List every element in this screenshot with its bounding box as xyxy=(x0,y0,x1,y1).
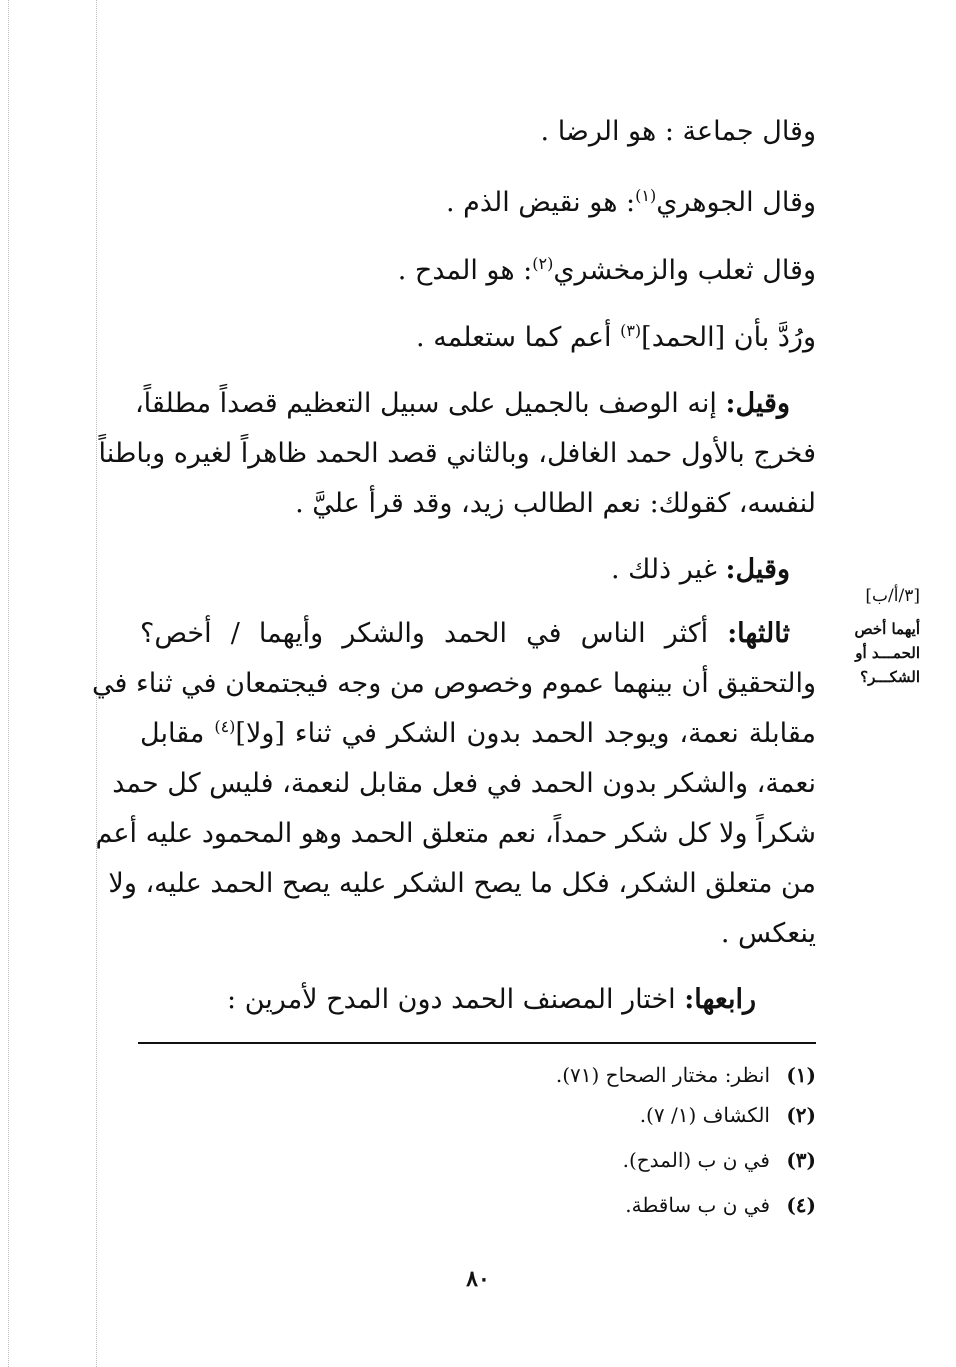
footnote-text: في ن ب (المدح). xyxy=(622,1148,770,1172)
footnote-separator xyxy=(138,1042,816,1044)
body-line xyxy=(140,980,816,1020)
body-line xyxy=(95,814,816,854)
footnote-marker: (٤) xyxy=(214,717,236,736)
line-text: والتحقيق أن بينهما عموم وخصوص من وجه فيجتمعان في ثناء في xyxy=(92,668,816,699)
body-line xyxy=(98,434,816,474)
body-line xyxy=(140,112,816,152)
footnote-marker: (١) xyxy=(635,186,657,205)
line-text: نعمة، والشكر بدون الحمد في فعل مقابل لنعمة، فليس كل حمد xyxy=(112,768,816,799)
lead-word: رابعها: xyxy=(684,984,756,1015)
footnote-marker: (٢) xyxy=(532,254,554,273)
line-text: وقال الجوهري xyxy=(656,187,816,218)
body-line xyxy=(140,318,816,358)
scan-edge-dots xyxy=(8,0,9,1367)
line-text: : هو المدح . xyxy=(397,255,533,286)
footnote xyxy=(640,1100,816,1130)
line-text: فخرج بالأول حمد الغافل، وبالثاني قصد الحمد ظاهراً لغيره وباطناً xyxy=(98,438,816,469)
line-text: شكراً ولا كل شكر حمداً، نعم متعلق الحمد وهو المحمود عليه أعم xyxy=(95,818,816,849)
body-line xyxy=(92,664,816,704)
margin-heading-line: الحمـــد أو xyxy=(855,644,920,662)
footnote-number: (٢) xyxy=(786,1103,816,1127)
line-text: ورُدَّ بأن [الحمد] xyxy=(641,322,816,353)
body-line xyxy=(140,714,816,754)
line-text: وقال ثعلب والزمخشري xyxy=(553,255,816,286)
footnote xyxy=(556,1060,816,1090)
footnote-number: (١) xyxy=(786,1063,816,1087)
line-text: مقابلة نعمة، ويوجد الحمد بدون الشكر في ثناء [ولا] xyxy=(235,718,816,749)
body-line xyxy=(140,484,816,524)
lead-word: ثالثها: xyxy=(727,618,790,649)
line-text: غير ذلك . xyxy=(610,554,717,585)
margin-heading-line: الشكـــر؟ xyxy=(860,668,920,686)
margin-heading-line: أيهما أخص xyxy=(854,620,920,638)
page-number: ٨٠ xyxy=(466,1266,490,1292)
line-text: إنه الوصف بالجميل على سبيل التعظيم قصداً مطلقاً، xyxy=(134,388,717,419)
line-text: وقال جماعة : هو الرضا . xyxy=(540,116,816,147)
body-line xyxy=(134,384,816,424)
body-line xyxy=(108,864,816,904)
body-line xyxy=(140,183,816,223)
body-line xyxy=(112,764,816,804)
footnote-number: (٣) xyxy=(786,1148,816,1172)
line-text: اختار المصنف الحمد دون المدح لأمرين : xyxy=(227,984,676,1015)
line-text: مقابل xyxy=(140,718,205,749)
margin-folio-ref: [٣/أ/ب] xyxy=(865,586,920,606)
footnote-text: انظر: مختار الصحاح (٧١). xyxy=(555,1063,770,1087)
line-text: لنفسه، كقولك: نعم الطالب زيد، وقد قرأ عليَّ . xyxy=(295,488,816,519)
line-text: ينعكس . xyxy=(720,918,816,949)
lead-word: وقيل: xyxy=(725,388,790,419)
footnote xyxy=(623,1145,816,1175)
footnote-text: في ن ب ساقطة. xyxy=(625,1193,770,1217)
footnote-number: (٤) xyxy=(786,1193,816,1217)
body-line xyxy=(140,251,816,291)
line-text: من متعلق الشكر، فكل ما يصح الشكر عليه يصح الحمد عليه، ولا xyxy=(108,868,816,899)
body-line xyxy=(140,914,816,954)
footnote-text: الكشاف (١/ ٧). xyxy=(639,1103,770,1127)
body-line xyxy=(140,550,816,590)
line-text: أعم كما ستعلمه . xyxy=(416,322,612,353)
lead-word: وقيل: xyxy=(725,554,790,585)
body-line xyxy=(140,614,816,654)
line-text: أكثر الناس في الحمد والشكر وأيهما / أخص؟ xyxy=(140,618,709,649)
line-text: : هو نقيض الذم . xyxy=(445,187,636,218)
footnote xyxy=(625,1190,816,1220)
footnote-marker: (٣) xyxy=(620,321,642,340)
